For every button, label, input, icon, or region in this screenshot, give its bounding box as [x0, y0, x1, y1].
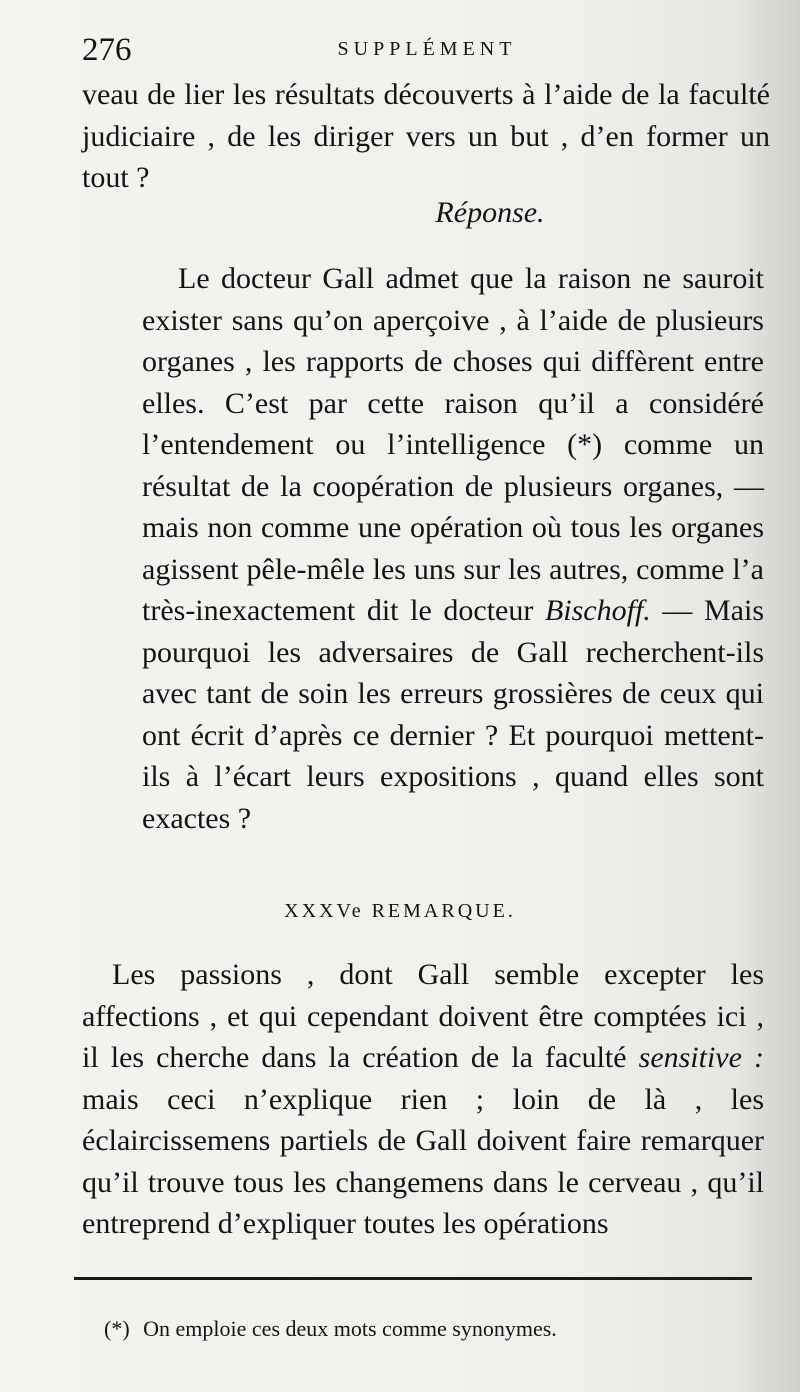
reponse-text-a: Le docteur Gall admet que la raison ne sauroit exister sans qu’on aperçoive , à l’aide de plusieurs organes , les rapports de choses qui diffèrent entre elles. C’est par cette raison qu’il a considéré l’entendement ou l’intelligence (*) comme un résultat de la coopération de plusieurs organes, — mais non comme une opération où tous les organes agissent pêle-mêle les uns sur les autres, comme l’a très-inexactement dit le docteur	[142, 262, 764, 627]
page-header	[82, 32, 772, 72]
footnote	[104, 1316, 744, 1342]
remarque-text-b: mais ceci n’explique rien ; loin de là , les éclaircissemens partiels de Gall doivent faire remarquer qu’il trouve tous les changemens dans le cerveau , qu’il entreprend d’expliquer toutes les opérations	[82, 1082, 764, 1240]
footnote-mark: (*)	[104, 1316, 130, 1341]
footnote-text: On emploie ces deux mots comme synonymes.	[143, 1316, 557, 1341]
paragraph-continuation: veau de lier les résultats découverts à l’aide de la faculté judiciaire , de les diriger vers un but , d’en former un tout ?	[82, 78, 770, 194]
page-number: 276	[82, 32, 132, 68]
footnote-rule	[74, 1277, 752, 1280]
remarque-text-a: Les passions , dont Gall semble excepter les affections , et qui cependant doivent être comptées ici , il les cherche dans la création de la faculté	[82, 958, 764, 1074]
remark-heading: XXXVe REMARQUE.	[284, 900, 516, 922]
running-title: SUPPLÉMENT	[337, 38, 517, 60]
paragraph-remarque	[82, 954, 764, 1245]
paragraph-reponse	[142, 258, 764, 839]
reponse-text-b: — Mais pourquoi les adversaires de Gall recherchent-ils avec tant de soin les erreurs grossières de ceux qui ont écrit d’après ce dernier ? Et pourquoi mettent-ils à l’écart leurs expositions , quand elles sont exactes ?	[142, 594, 765, 835]
sensitive-italic: sensitive :	[638, 1041, 764, 1074]
reponse-heading: Réponse.	[435, 196, 545, 229]
bischoff-name: Bischoff.	[544, 594, 651, 627]
